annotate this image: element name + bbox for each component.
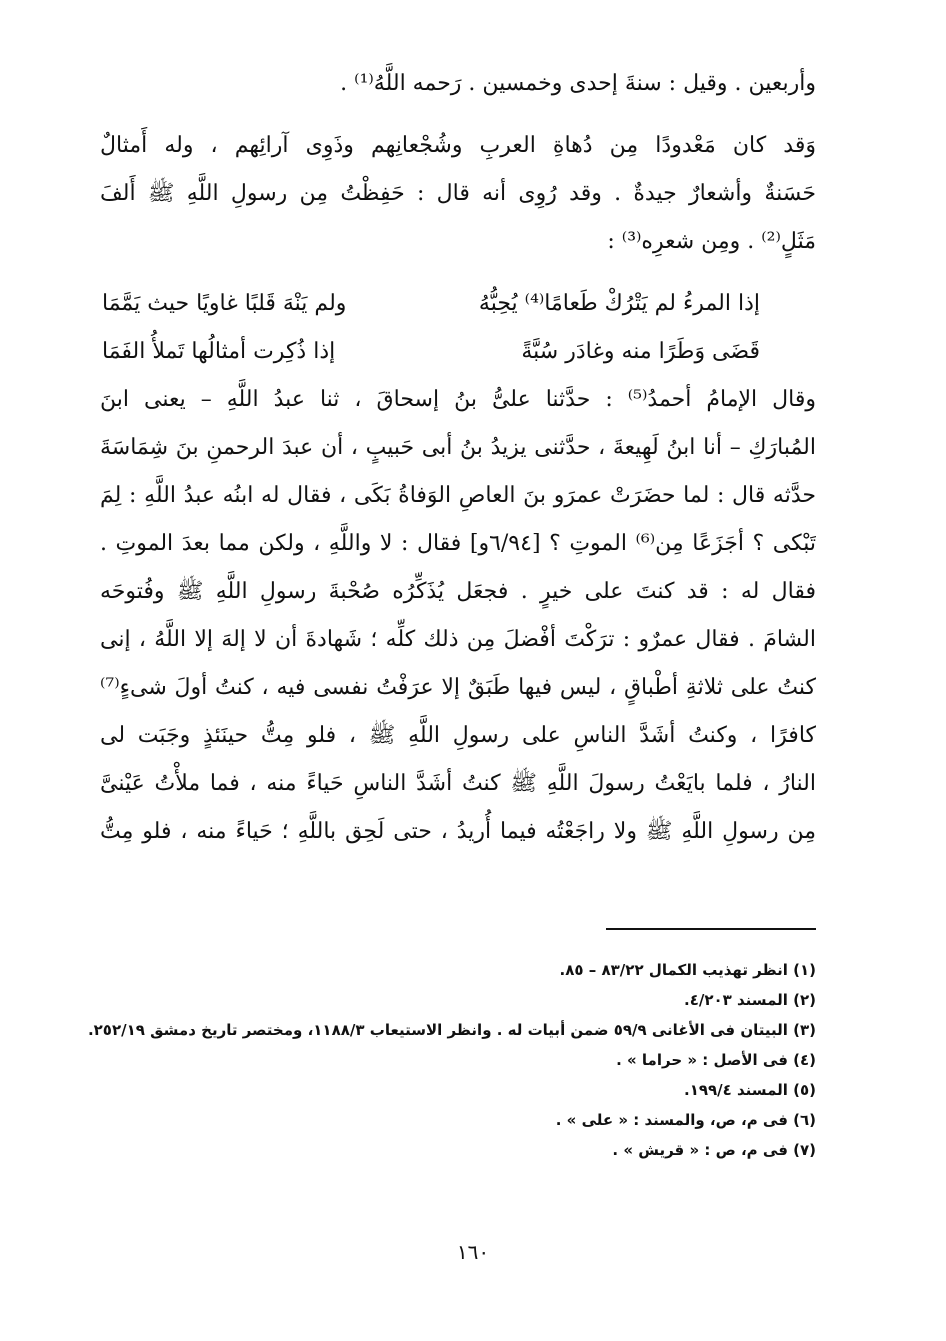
text-line: كنتُ على ثلاثةِ أطْباقٍ ، ليس فيها طَبَقٌ إلا عرَفْتُ نفسى فيه ، كنتُ أولَ شىءٍ⁽⁷⁾ [100,675,816,700]
poem-verse [100,280,816,328]
text-line: مَثَلٍ⁽²⁾ . ومِن شعرِه⁽³⁾ : [607,229,816,254]
text-line: النارُ ، فلما بايَعْتُ رسولَ اللَّهِ ﷺ كنتُ أشَدَّ الناسِ حَياءً منه ، فما ملأْتُ عَيْنىَّ [100,771,816,796]
text-line: مِن رسولِ اللَّهِ ﷺ ولا راجَعْتُه فيما أُريدُ ، حتى لَحِق باللَّهِ ؛ حَياءً منه ، فلو مِتُّ [100,819,816,844]
footnote: (٣) البيتان فى الأغانى ٥٩/٩ ضمن أبيات له . وانظر الاستيعاب ١١٨٨/٣، ومختصر تاريخ دمشق ٢٥٢/١٩. [87,1021,816,1039]
verse-second-hemistich: إذا ذُكِرت أمثالُها تَملأُ الفَمَا [102,339,336,364]
text-line: حدَّثه قال : لما حضَرَتْ عمرَو بنَ العاصِ الوَفاةُ بَكَى ، فقال له ابنُه عبدُ اللَّهِ : لِمَ [100,483,816,508]
footnote-divider [606,928,816,930]
main-text [100,60,816,856]
text-line: حَسَنةٌ وأشعارٌ جيدةٌ . وقد رُوِى أنه قال : حَفِظْتُ مِن رسولِ اللَّهِ ﷺ أَلفَ [100,181,816,206]
footnote: (٥) المسند ١٩٩/٤. [683,1081,816,1099]
verse-first-hemistich: قَضَى وَطَرًا منه وغادَر سُبَّةً [521,339,760,364]
verse-second-hemistich: ولم يَنْهَ قَلبًا غاويًا حيث يَمَّمَا [102,291,347,316]
text-line: وقال الإمامُ أحمدُ⁽⁵⁾ : حدَّثنا علىُّ بنُ إسحاقَ ، ثنا عبدُ اللَّهِ – يعنى ابنَ [100,387,816,412]
footnote: (٤) فى الأصل : « حراما » . [616,1051,816,1069]
verse-first-hemistich: إذا المرءُ لم يَتْرُكْ طَعامًا⁽⁴⁾ يُحِبُّهُ [478,291,760,316]
text-line: فقال له : قد كنتَ على خيرٍ . فجعَل يُذَكِّرُه صُحْبةَ رسولِ اللَّهِ ﷺ وفُتوحَه [100,579,816,604]
text-line: تَبْكى ؟ أجَزَعًا مِن⁽⁶⁾ الموتِ ؟ [٦/٩٤و] فقال : لا واللَّهِ ، ولكن مما بعدَ الموتِ . [100,531,816,556]
footnote: (١) انظر تهذيب الكمال ٨٣/٢٢ – ٨٥. [559,961,816,979]
text-line: المُبارَكِ – أنا ابنُ لَهِيعةَ ، حدَّثنى يزيدُ بنُ أبى حَبيبٍ ، أن عبدَ الرحمنِ بنَ شِمَاسَةَ [100,435,816,460]
footnote: (٢) المسند ٤/٢٠٣. [683,991,816,1009]
footnote: (٧) فى م، ص : « قريش » . [612,1141,816,1159]
footnote: (٦) فى م، ص، والمسند : « على » . [555,1111,816,1129]
text-line: الشامَ . فقال عمرٌو : ترَكْتَ أفْضلَ مِن ذلك كلِّه ؛ شَهادةَ أن لا إلهَ إلا اللَّهُ ، إنى [100,627,816,652]
poem-verse [100,328,816,376]
text-line: وَقد كان مَعْدودًا مِن دُهاةِ العربِ وشُجْعانِهم وذَوِى آرائِهم ، وله أَمثالٌ [100,133,816,158]
footnotes [87,955,816,1165]
text-line: كافرًا ، وكنتُ أشَدَّ الناسِ على رسولِ اللَّهِ ﷺ ، فلو مِتُّ حينَئذٍ وجَبَت لى [100,723,816,748]
page-number: ١٦٠ [456,1240,490,1264]
text-line: وأربعين . وقيل : سنةَ إحدى وخمسين . رَحمه اللَّهُ⁽¹⁾ . [340,71,816,96]
